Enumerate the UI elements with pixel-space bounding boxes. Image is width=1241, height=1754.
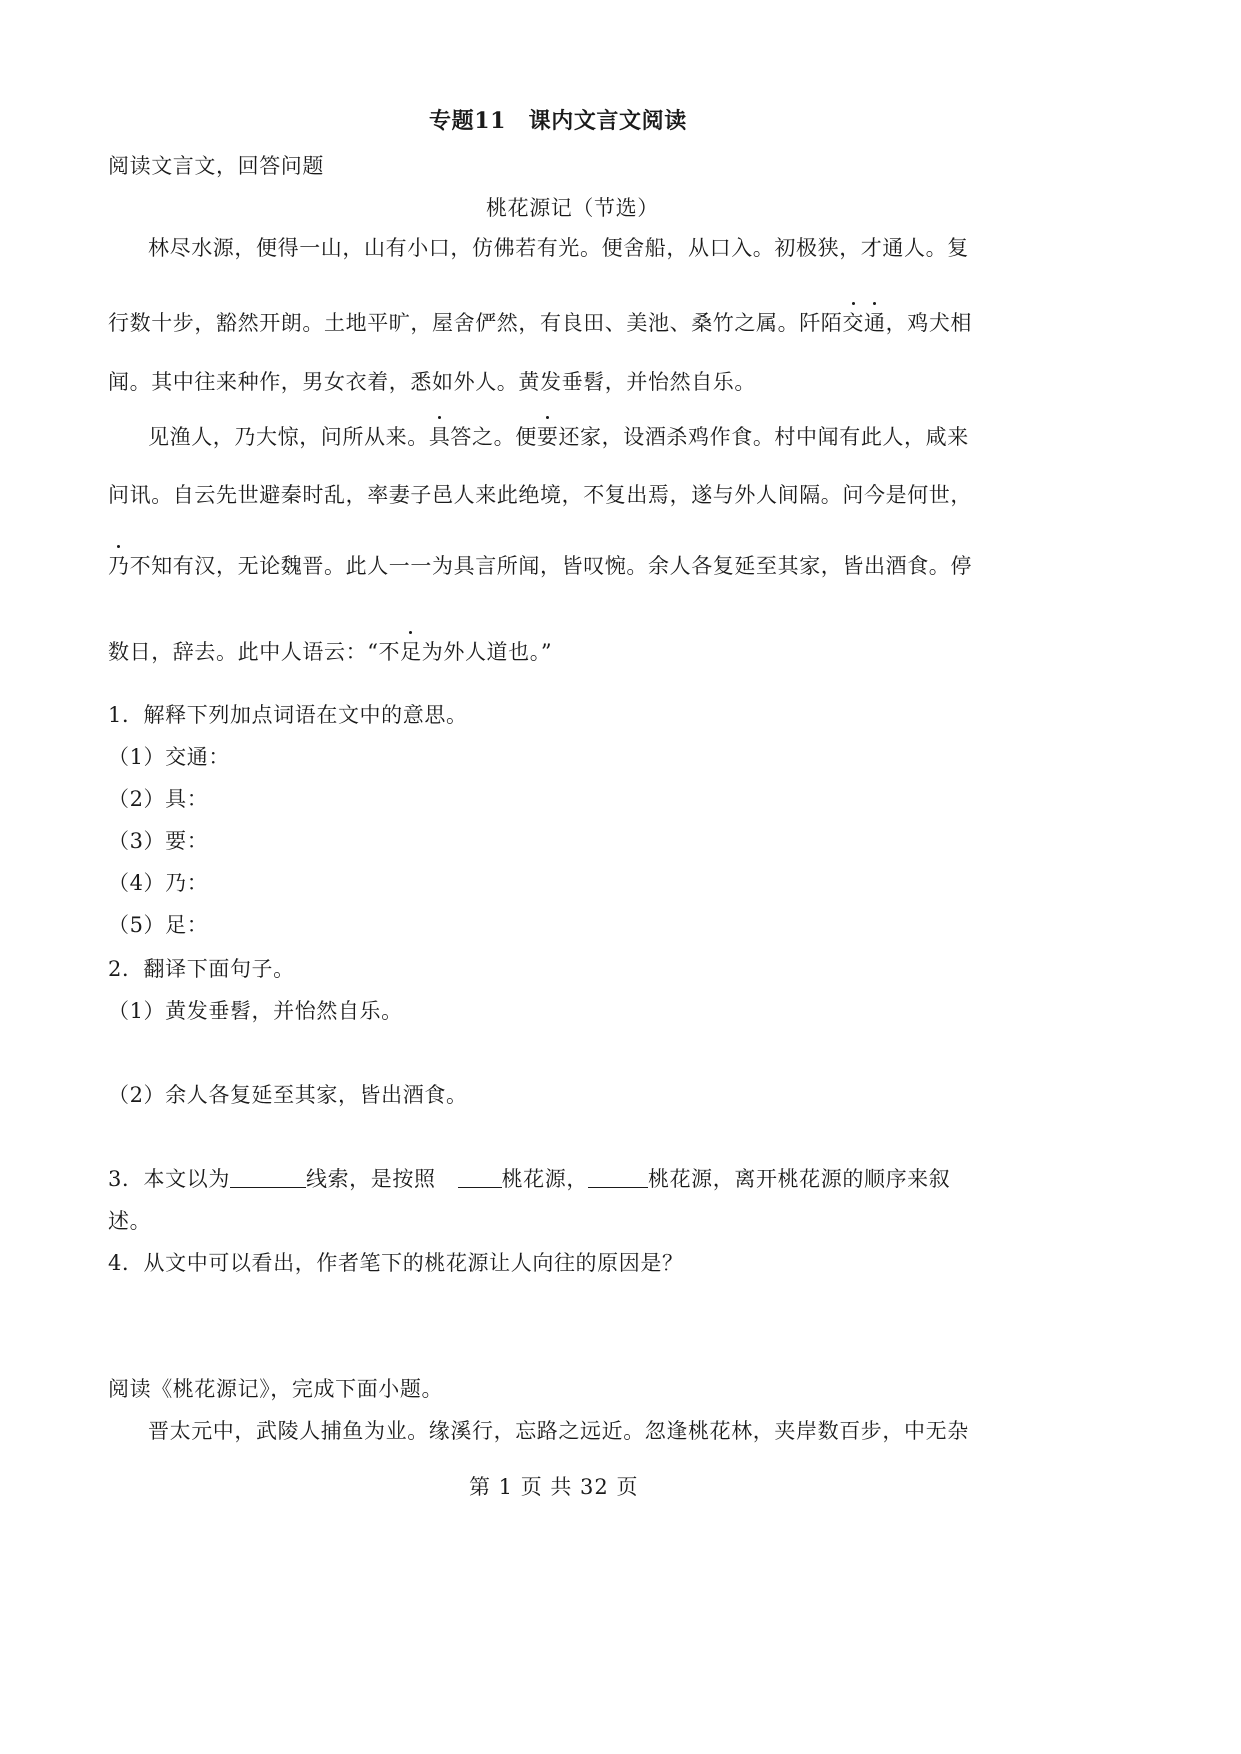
passage-line: 晋太元中，武陵人捕鱼为业。缘溪行，忘路之远近。忽逢桃花林，夹岸数百步，中无杂 [148, 1419, 969, 1443]
question-2-item: （1）黄发垂髫，并怡然自乐。 [108, 999, 403, 1023]
passage-line [108, 308, 972, 338]
question-2-stem: 2．翻译下面句子。 [108, 957, 295, 981]
text-run: ，鸡犬相 [885, 311, 973, 335]
answer-blank[interactable] [230, 1165, 306, 1188]
question-1-item: （4）乃： [108, 871, 209, 895]
dotted-word: 交 [842, 308, 864, 338]
text-run: 见渔人，乃大惊，问所从来。 [148, 425, 429, 449]
question-1-item: （1）交通： [108, 745, 230, 769]
passage-line: 闻。其中往来种作，男女衣着，悉如外人。黄发垂髫，并怡然自乐。 [108, 370, 756, 394]
dotted-word: 乃 [108, 551, 130, 581]
answer-blank[interactable] [588, 1165, 648, 1188]
text-run: 数日，辞去。此中人语云：“不 [108, 640, 401, 664]
passage-line [108, 551, 972, 581]
question-4-stem: 4．从文中可以看出，作者笔下的桃花源让人向往的原因是？ [108, 1251, 684, 1275]
text-run: 不知有汉，无论魏晋。此人一一为具言所闻，皆叹惋。余人各复延至其家，皆出酒食。停 [129, 554, 973, 578]
page-footer: 第 1 页 共 32 页 [469, 1475, 639, 1499]
dotted-word: 足 [400, 637, 422, 667]
question-2-item: （2）余人各复延至其家，皆出酒食。 [108, 1083, 468, 1107]
answer-blank[interactable] [458, 1165, 502, 1188]
section-intro: 阅读《桃花源记》，完成下面小题。 [108, 1377, 444, 1401]
question-1-item: （3）要： [108, 829, 209, 853]
question-1-item: （5）足： [108, 913, 209, 937]
page-title: 专题11 课内文言文阅读 [429, 108, 687, 134]
text-run: 桃花源， [501, 1167, 588, 1191]
text-run: 桃花源，离开桃花源的顺序来叙 [647, 1167, 951, 1191]
dotted-word: 要 [537, 422, 559, 452]
passage-title: 桃花源记（节选） [486, 196, 659, 220]
question-3-continuation: 述。 [108, 1209, 152, 1233]
section-intro: 阅读文言文，回答问题 [108, 154, 324, 178]
question-1-stem: 1．解释下列加点词语在文中的意思。 [108, 703, 468, 727]
text-run: 行数十步，豁然开朗。土地平旷，屋舍俨然，有良田、美池、桑竹之属。阡陌 [108, 311, 843, 335]
text-run: 线索，是按照 [305, 1167, 436, 1191]
passage-line: 林尽水源，便得一山，山有小口，仿佛若有光。便舍船，从口入。初极狭，才通人。复 [148, 236, 969, 260]
text-run: 3．本文以为 [108, 1167, 230, 1191]
text-run: 答之。便 [450, 425, 537, 449]
dotted-word: 通 [864, 308, 886, 338]
passage-line [108, 637, 552, 667]
question-1-item: （2）具： [108, 787, 209, 811]
question-3-stem [108, 1164, 950, 1194]
text-run: 还家，设酒杀鸡作食。村中闻有此人，咸来 [558, 425, 969, 449]
passage-line [148, 422, 969, 452]
passage-line: 问讯。自云先世避秦时乱，率妻子邑人来此绝境，不复出焉，遂与外人间隔。问今是何世， [108, 483, 972, 507]
text-run: 为外人道也。” [421, 640, 553, 664]
dotted-word: 具 [429, 422, 451, 452]
